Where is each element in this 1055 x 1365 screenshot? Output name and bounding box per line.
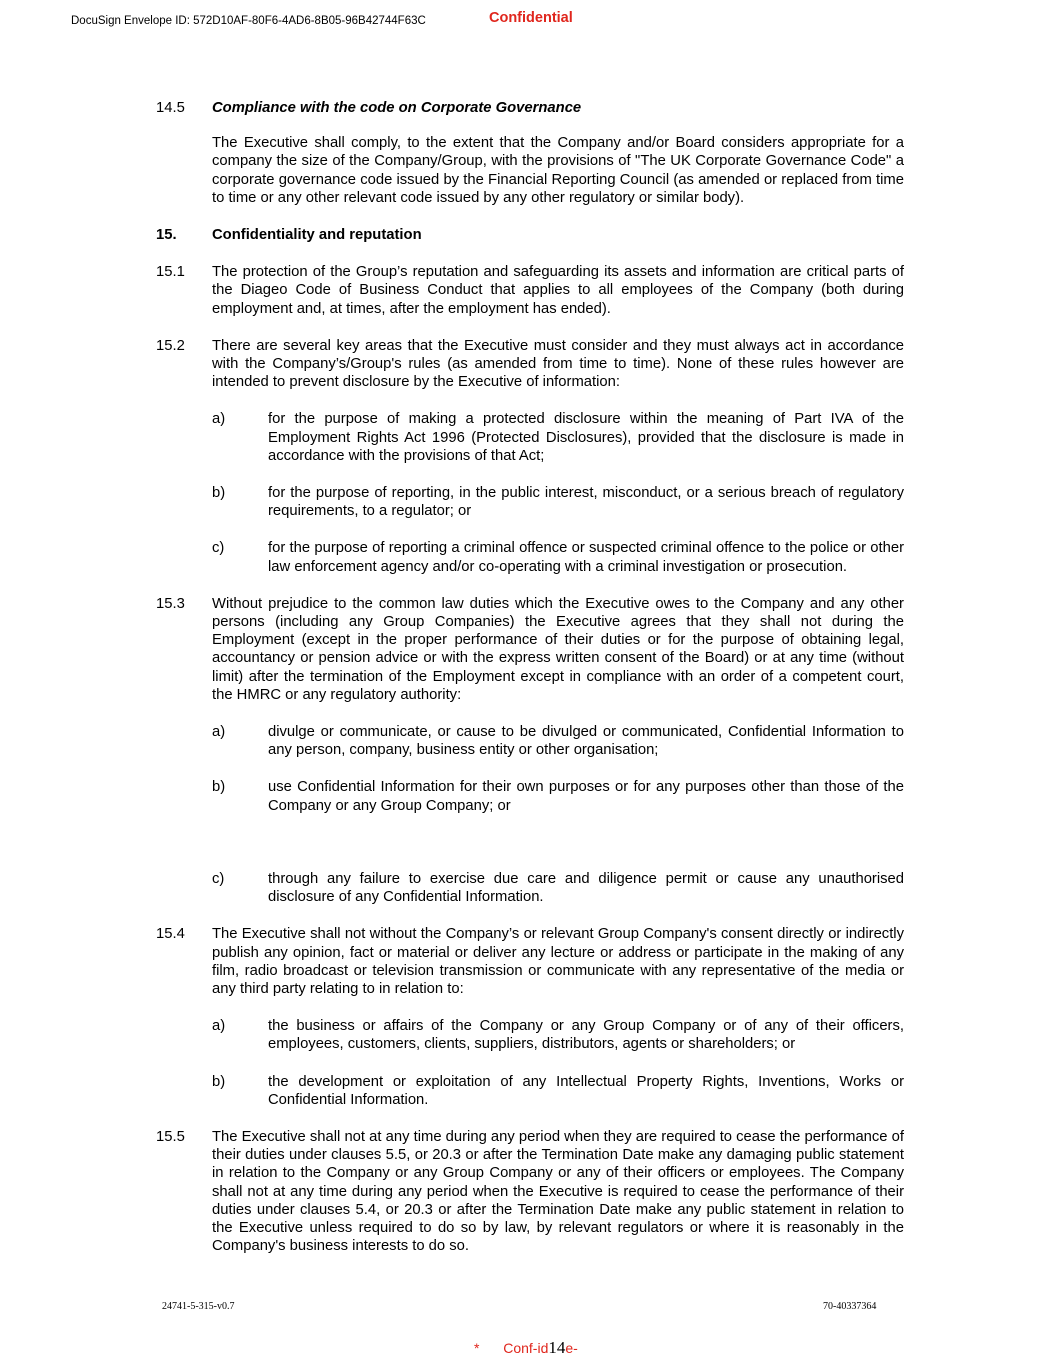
clause-text: The Executive shall not at any time during any period when they are required to cease the performance of their duties under clauses 5.5, or 20.3 or after the Termination Date make any damaging public statement in relation to the Company or any Group Company or any of their officers or employees. The Company shall not at any time during any period when the Executive is required to cease the performance of their duties under clauses 5.4, or 20.3 or after the Termination Date make any public statement in relation to the Executive unless required to do so by law, by relevant regulators or where it is reasonably in the Company's business interests to do so. — [212, 1128, 904, 1255]
list-item — [212, 778, 904, 814]
list-item-text: divulge or communicate, or cause to be divulged or communicated, Confidential Information to any person, company, business entity or other organisation; — [268, 724, 904, 759]
list-item-text: the business or affairs of the Company or any Group Company or of any of their officers, employees, customers, clients, suppliers, distributors, agents or shareholders; or — [268, 1018, 904, 1053]
list-item-text: for the purpose of making a protected disclosure within the meaning of Part IVA of the Employment Rights Act 1996 (Protected Disclosures), provided that the disclosure is made in accordance with the provisions of that Act; — [268, 411, 904, 464]
clause-number: 15.5 — [156, 1128, 185, 1145]
list-item-label: c) — [212, 870, 225, 887]
list-item — [212, 484, 904, 520]
clause-text: Without prejudice to the common law duties which the Executive owes to the Company and any other persons (including any Group Companies) the Executive agrees that they shall not during the Employment (except in the proper performance of their duties or for the purpose of obtaining legal, accountancy or pension advice or with the express written consent of the Board) or at any time (without limit) after the termination of the Employment except in compliance with an order of a competent court, the HMRC or any regulatory authority: — [212, 595, 904, 703]
clause-number: 15.2 — [156, 337, 185, 354]
document-body — [156, 99, 904, 1255]
clause-15-3 — [156, 595, 904, 704]
clause-text: The Executive shall not without the Company’s or relevant Group Company's consent directly or indirectly publish any opinion, fact or material or deliver any lecture or address or participate in the making of any film, radio broadcast or television transmission or communicate with any representative of the media or any third party relating to in relation to: — [212, 926, 904, 997]
list-item-label: c) — [212, 540, 225, 557]
clause-15-1 — [156, 263, 904, 318]
list-item-text: for the purpose of reporting a criminal offence or suspected criminal offence to the police or other law enforcement agency and/or co-operating with a criminal investigation or prosecution. — [268, 540, 904, 575]
list-item-text: use Confidential Information for their own purposes or for any purposes other than those of the Company or any Group Company; or — [268, 779, 904, 814]
clause-15-5 — [156, 1128, 904, 1255]
list-item — [212, 1017, 904, 1053]
list-item-text: through any failure to exercise due care and diligence permit or cause any unauthorised disclosure of any Confidential Information. — [268, 870, 904, 906]
list-item-label: a) — [212, 411, 226, 428]
footer-star: * — [474, 1340, 480, 1356]
list-item-label: a) — [212, 724, 226, 741]
list-item — [212, 539, 904, 575]
clause-14-5-body: The Executive shall comply, to the extent that the Company and/or Board considers appropriate for a company the size of the Company/Group, with the provisions of "The UK Corporate Governance Code" a corporate governance code issued by the Financial Reporting Council (as amended or replaced from time to time or any other relevant code issued by any other regulatory or similar body). — [212, 135, 904, 206]
clause-15-2 — [156, 337, 904, 392]
clause-text: The protection of the Group’s reputation and safeguarding its assets and information are critical parts of the Diageo Code of Business Conduct that applies to all employees of the Company (both during employment and, at times, after the employment has ended). — [212, 264, 904, 317]
clause-number: 14.5 — [156, 100, 185, 116]
clause-14-5-heading — [156, 99, 904, 117]
list-item-label: a) — [212, 1018, 226, 1035]
list-item-label: b) — [212, 1073, 226, 1090]
list-item-label: b) — [212, 779, 226, 796]
section-number: 15. — [156, 227, 177, 244]
clause-text: There are several key areas that the Executive must consider and they must always act in accordance with the Company’s/Group's rules (as amended from time to time). None of these rules however are intended to prevent disclosure by the Executive of information: — [212, 337, 904, 391]
clause-number: 15.4 — [156, 926, 185, 943]
footer-doc-ref-left: 24741-5-315-v0.7 — [162, 1301, 235, 1312]
section-title: Confidentiality and reputation — [212, 227, 422, 244]
page-footer-stamp — [474, 1338, 578, 1358]
docusign-envelope-id: DocuSign Envelope ID: 572D10AF-80F6-4AD6-8B05-96B42744F63C — [71, 15, 426, 27]
list-item — [212, 410, 904, 465]
list-item-text: the development or exploitation of any Intellectual Property Rights, Inventions, Works or Confidential Information. — [268, 1073, 904, 1108]
list-item-text: for the purpose of reporting, in the public interest, misconduct, or a serious breach of regulatory requirements, to a regulator; or — [268, 485, 904, 520]
footer-conf-fragment-b: e- — [565, 1340, 578, 1356]
list-item — [212, 1073, 904, 1109]
section-15-heading — [156, 226, 904, 244]
page-number: 14 — [548, 1338, 566, 1357]
clause-number: 15.1 — [156, 264, 185, 281]
list-item — [212, 723, 904, 759]
list-item-label: b) — [212, 485, 226, 502]
clause-number: 15.3 — [156, 595, 185, 612]
list-item — [212, 870, 904, 906]
footer-doc-ref-right: 70-40337364 — [823, 1301, 877, 1312]
footer-conf-fragment-a: Conf-id — [503, 1340, 549, 1356]
clause-title: Compliance with the code on Corporate Governance — [212, 100, 582, 116]
confidential-header-stamp: Confidential — [489, 10, 573, 26]
clause-15-4 — [156, 925, 904, 998]
